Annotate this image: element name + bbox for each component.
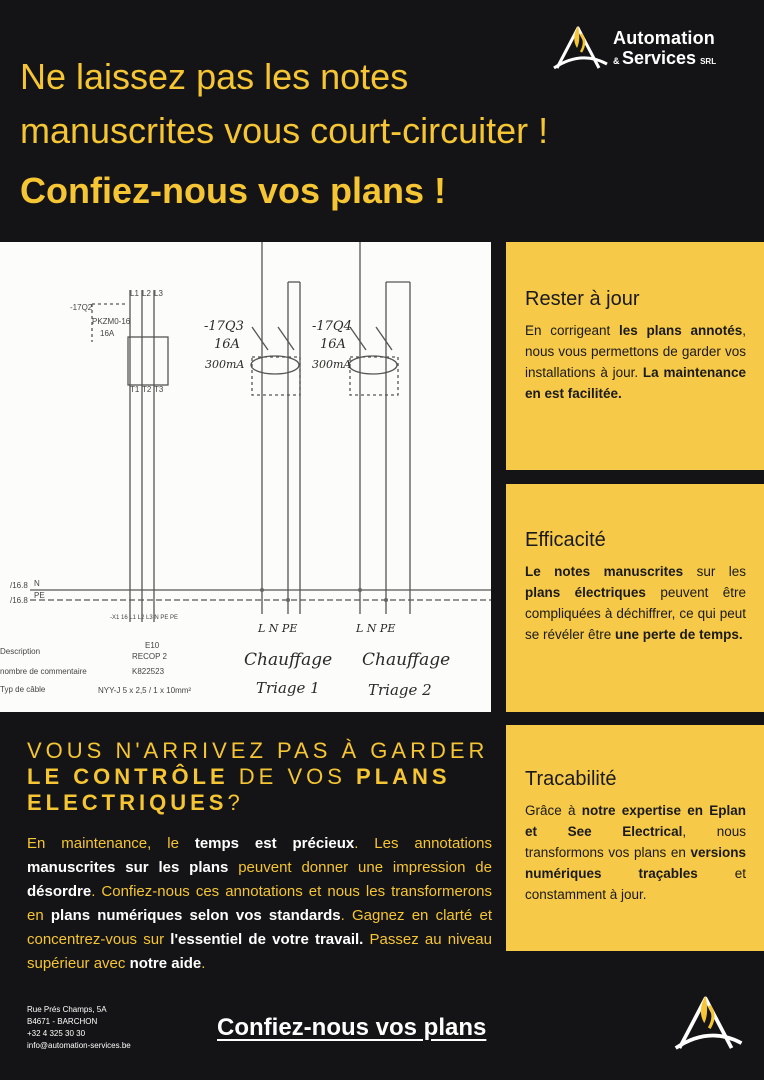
plan-l3: L3 — [154, 289, 163, 298]
address-city: B4671 - BARCHON — [27, 1017, 98, 1026]
electrical-plan-scan — [0, 242, 491, 712]
card-text: En corrigeant les plans annotés, nous vous permettons de garder vos installations à jour. La maintenance en est facilitée. — [525, 323, 746, 401]
hw-load1-name: Chauffage — [244, 650, 333, 670]
brand-name-line1: Automation — [613, 28, 715, 48]
plan-l2: L2 — [142, 289, 151, 298]
hw-load2-sub: Triage 2 — [368, 681, 432, 699]
brand-logo-icon — [672, 990, 744, 1054]
headline-line1: Ne laissez pas les notes — [20, 56, 409, 97]
plan-terminal-label: -X1 16 L1 L2 L3 N PE PE — [110, 615, 179, 621]
card-tracabilite — [506, 725, 764, 951]
plan-t1: T1 — [130, 385, 140, 394]
plan-rail-ref1: /16.8 — [10, 581, 28, 590]
card-text: Le notes manuscrites sur les plans électriques peuvent être compliquées à déchiffrer, ce qui peut se révéler être une perte de temps. — [525, 564, 747, 642]
plan-row-description: Description — [0, 647, 41, 656]
plan-n-label: N — [34, 579, 40, 588]
cta-link[interactable]: Confiez-nous vos plans — [217, 1014, 487, 1041]
card-title: Rester à jour — [525, 288, 640, 310]
address-street: Rue Prés Champs, 5A — [27, 1005, 107, 1014]
card-rester-a-jour — [506, 242, 764, 470]
card-title: Efficacité — [525, 529, 606, 551]
plan-row-comment: nombre de commentaire — [0, 667, 87, 676]
plan-t3: T3 — [154, 385, 164, 394]
plan-breaker-rating: 16A — [100, 329, 115, 338]
plan-t2: T2 — [142, 385, 152, 394]
plan-terminal-code: K822523 — [132, 667, 165, 676]
company-address — [27, 1004, 131, 1052]
hw-note-q3-residual: 300mA — [205, 358, 245, 371]
plan-left-label: -17Q2 — [70, 303, 93, 312]
headline — [20, 50, 700, 218]
address-phone: +32 4 325 30 30 — [27, 1029, 86, 1038]
plan-terminal-number: E10 — [145, 641, 160, 650]
hw-lnpe-1: L N PE — [258, 622, 298, 635]
plan-pe-label: PE — [34, 591, 45, 600]
electrical-plan-drawing — [0, 242, 491, 712]
hw-note-q4-rating: 16A — [320, 337, 346, 352]
headline-line2: manuscrites vous court-circuiter ! — [20, 110, 549, 151]
plan-cable: NYY-J 5 x 2,5 / 1 x 10mm² — [98, 686, 192, 695]
hw-load2-name: Chauffage — [362, 650, 451, 670]
plan-rail-ref2: /16.8 — [10, 596, 28, 605]
brand-logo-small — [672, 990, 744, 1059]
card-title: Tracabilité — [525, 768, 617, 790]
hw-note-q4-residual: 300mA — [312, 358, 352, 371]
hw-load1-sub: Triage 1 — [256, 679, 320, 697]
hw-lnpe-2: L N PE — [356, 622, 396, 635]
plan-terminal-name: RECOP 2 — [132, 652, 167, 661]
plan-l1: L1 — [130, 289, 139, 298]
question-heading: VOUS N'ARRIVEZ PAS À GARDER LE CONTRÔLE DE VOS PLANS ELECTRIQUES? — [27, 738, 489, 815]
headline-line3: Confiez-nous vos plans ! — [20, 170, 447, 211]
plan-breaker-model: PKZM0-16 — [92, 317, 131, 326]
hw-note-q4-id: -17Q4 — [312, 319, 352, 334]
hw-note-q3-id: -17Q3 — [204, 319, 244, 334]
card-text: Grâce à notre expertise en Eplan et See Electrical, nous transformons vos plans en versions numériques traçables et constamment à jour. — [525, 803, 747, 902]
card-efficacite — [506, 484, 764, 712]
plan-row-cable-type: Typ de câble — [0, 685, 46, 694]
brand-name-line2: & Services SRL — [613, 48, 717, 68]
body-paragraph: En maintenance, le temps est précieux. Les annotations manuscrites sur les plans peuvent donner une impression de désordre. Confiez-nous ces annotations et nous les transformerons en plans numériques selon vos standards. Gagnez en clarté et concentrez-vous sur l'essentiel de votre travail. Passez au niveau supérieur avec notre aide. — [27, 835, 492, 972]
address-email[interactable]: info@automation-services.be — [27, 1041, 131, 1050]
hw-note-q3-rating: 16A — [214, 337, 240, 352]
